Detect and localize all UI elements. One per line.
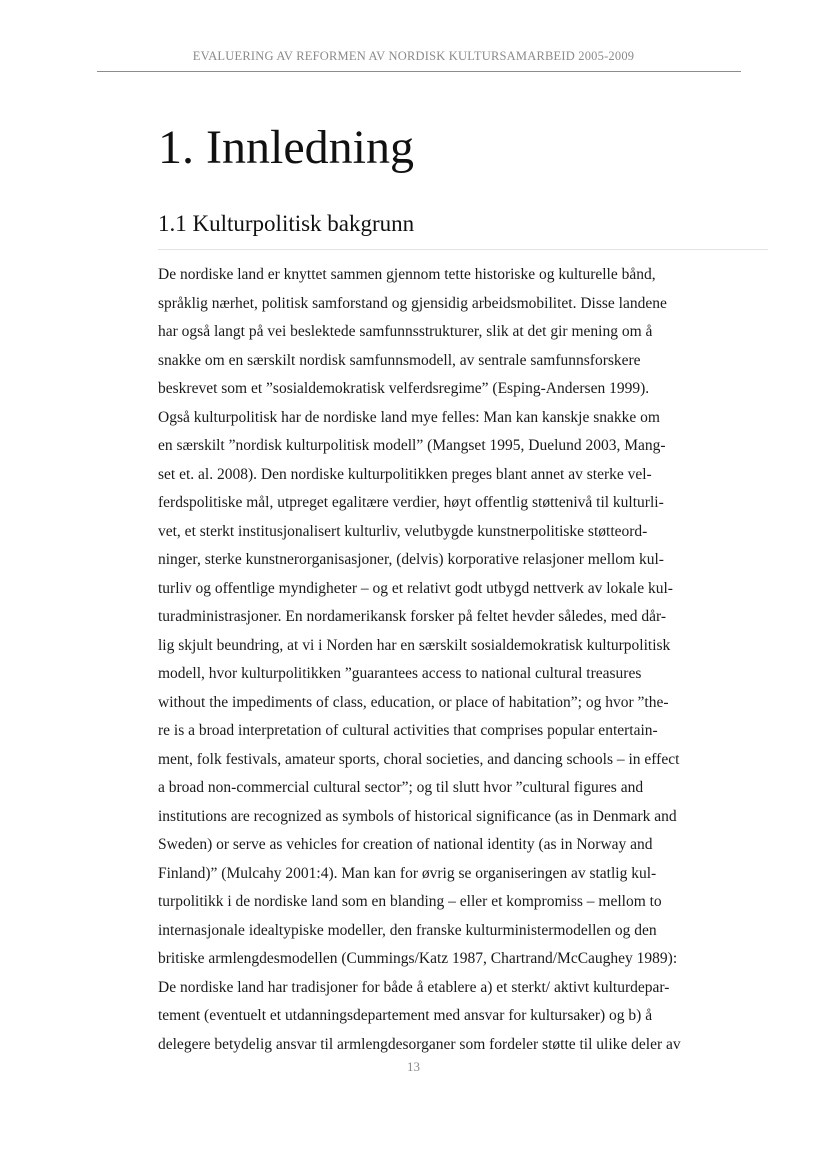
text-line: turadministrasjoner. En nordamerikansk forsker på feltet hevder således, med dår- [158,608,666,625]
text-line: lig skjult beundring, at vi i Norden har en særskilt sosialdemokratisk kulturpolitisk [158,636,671,654]
text-line: tement (eventuelt et utdanningsdepartement med ansvar for kultursaker) og b) å [158,1007,653,1024]
text-line: turpolitikk i de nordiske land som en blanding – eller et kompromiss – mellom to [158,893,662,910]
text-line: britiske armlengdesmodellen (Cummings/Katz 1987, Chartrand/McCaughey 1989): [158,950,678,967]
text-line: snakke om en særskilt nordisk samfunnsmodell, av sentrale samfunnsforskere [158,351,641,369]
text-line: beskrevet som et ”sosialdemokratisk velferdsregime” (Esping-Andersen 1999). [158,380,650,397]
running-header: EVALUERING AV REFORMEN AV NORDISK KULTURSAMARBEID 2005-2009 [192,49,635,63]
text-line: without the impediments of class, education, or place of habitation”; og hvor ”the- [158,693,669,711]
text-line: delegere betydelig ansvar til armlengdesorganer som fordeler støtte til ulike deler av [158,1035,681,1053]
text-line: Sweden) or serve as vehicles for creation of national identity (as in Norway and [158,836,653,853]
text-line: vet, et sterkt institusjonalisert kulturliv, velutbygde kunstnerpolitiske støtteord- [158,522,648,540]
chapter-number: 1. [158,121,194,174]
text-line: De nordiske land er knyttet sammen gjennom tette historiske og kulturelle bånd, [158,266,656,283]
body-paragraph [158,261,778,1059]
text-line: Finland)” (Mulcahy 2001:4). Man kan for øvrig se organiseringen av statlig kul- [158,864,657,882]
text-line: ninger, sterke kunstnerorganisasjoner, (delvis) korporative relasjoner mellom kul- [158,551,664,568]
header-divider [97,71,741,72]
section-heading: 1.1 Kulturpolitisk bakgrunn [158,211,415,236]
text-line: ferdspolitiske mål, utpreget egalitære verdier, høyt offentlig støttenivå til kulturli- [158,494,664,511]
text-line: ment, folk festivals, amateur sports, choral societies, and dancing schools – in effect [158,750,680,768]
text-line: institutions are recognized as symbols of historical significance (as in Denmark and [158,807,677,825]
text-line: Også kulturpolitisk har de nordiske land mye felles: Man kan kanskje snakke om [158,408,660,426]
section-divider [158,249,768,250]
text-line: en særskilt ”nordisk kulturpolitisk modell” (Mangset 1995, Duelund 2003, Mang- [158,437,666,454]
chapter-title-text: Innledning [206,121,414,174]
chapter-title [158,116,414,180]
text-line: a broad non-commercial cultural sector”; og til slutt hvor ”cultural figures and [158,779,644,796]
text-line: De nordiske land har tradisjoner for både å etablere a) et sterkt/ aktivt kulturdepar- [158,978,670,996]
text-line: språklig nærhet, politisk samforstand og gjensidig arbeidsmobilitet. Disse landene [158,294,667,312]
page-number: 13 [407,1059,420,1074]
text-line: set et. al. 2008). Den nordiske kulturpolitikken preges blant annet av sterke vel- [158,465,652,483]
text-line: har også langt på vei beslektede samfunnsstrukturer, slik at det gir mening om å [158,323,653,340]
text-line: re is a broad interpretation of cultural activities that comprises popular entertain- [158,722,658,739]
text-line: modell, hvor kulturpolitikken ”guarantees access to national cultural treasures [158,665,642,682]
text-line: internasjonale idealtypiske modeller, den franske kulturministermodellen og den [158,921,657,939]
text-line: turliv og offentlige myndigheter – og et relativt godt utbygd nettverk av lokale kul- [158,579,673,597]
